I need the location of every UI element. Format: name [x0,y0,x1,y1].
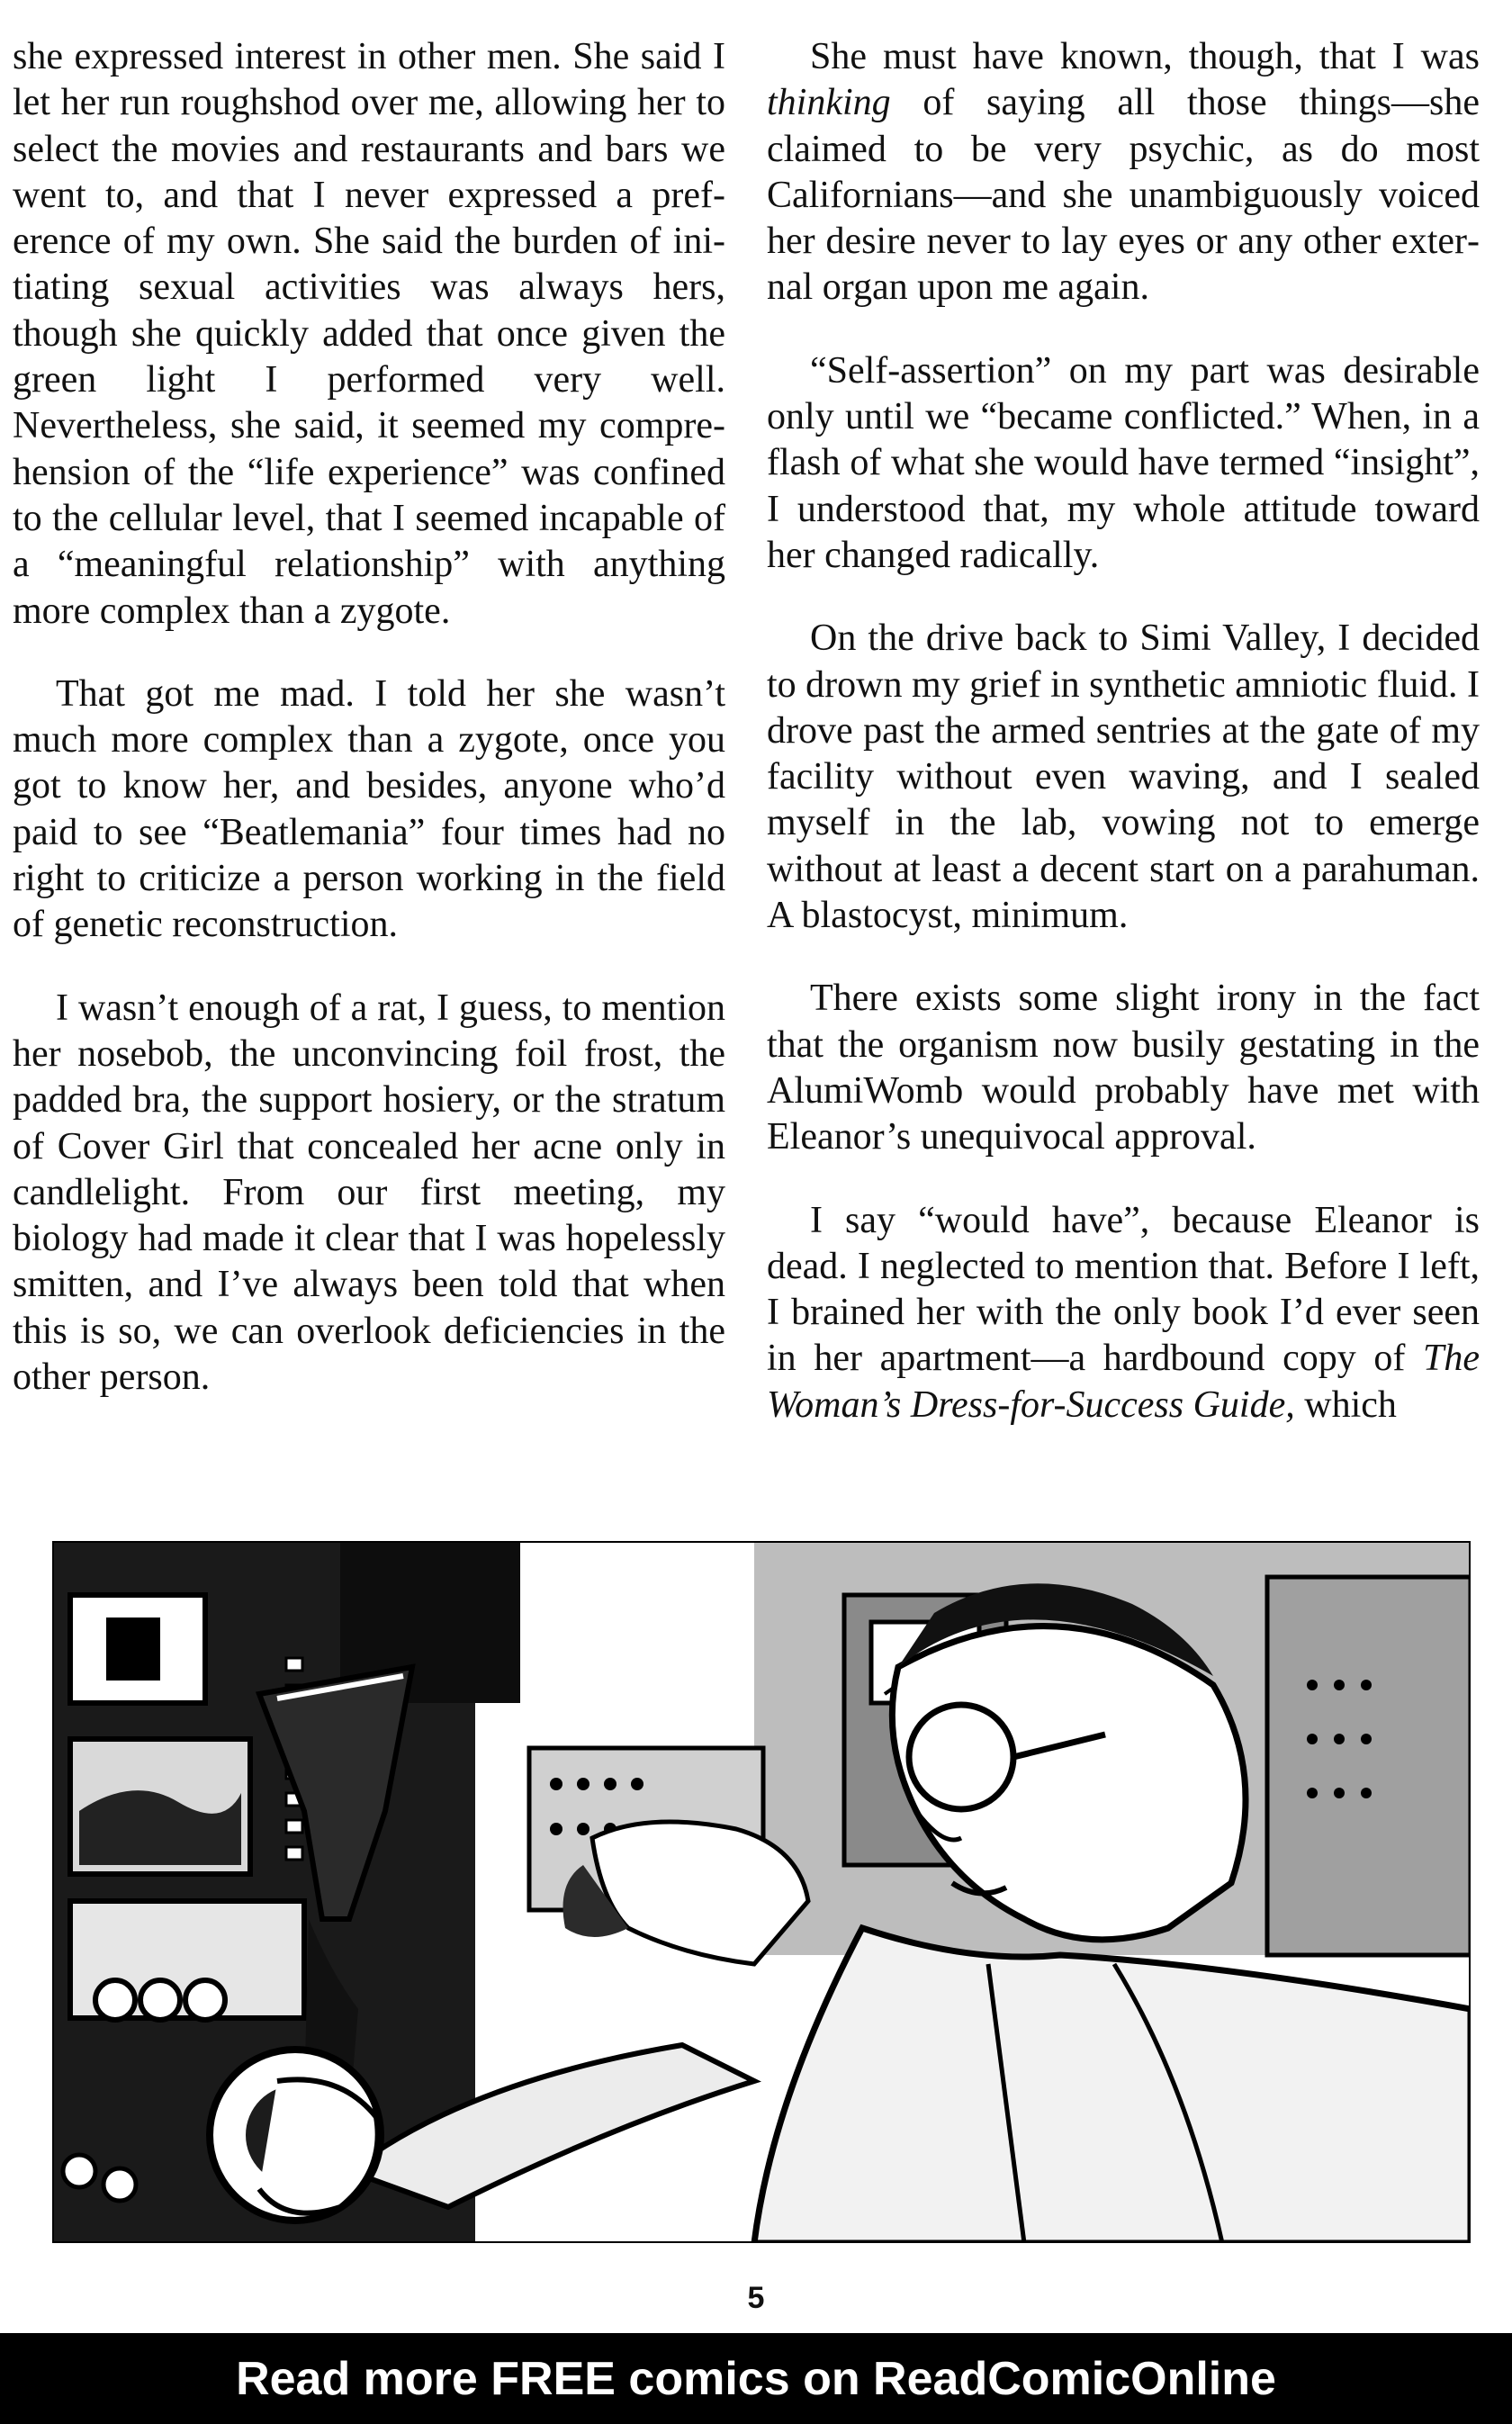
paragraph: She must have known, though, that I was thinking of saying all those things—she claimed to be very psychic, as do most Californians—and she unambiguously voiced her desire never to lay eyes or any other external organ upon me again. [767,36,1480,309]
page-number: 5 [747,2281,765,2315]
paragraph: she expressed interest in other men. She said I let her run roughshod over me, allowing her to select the movies and restaurants and bars we went to, and that I never expressed a preference of my own. She said the burden of initiating sexual activities was always hers, though she quickly added that once given the green light I performed very well. Nevertheless, she said, it seemed my comprehension of the “life experience” was confined to the cellular level, that I seemed incapable of a “meaningful relationship” with anything more complex than a zygote. [13,36,725,632]
paragraph: There exists some slight irony in the fact that the organism now busily gestating in the AlumiWomb would probably have met with Eleanor’s unequivocal approval. [767,978,1480,1158]
footer-banner[interactable] [0,2333,1512,2424]
right-text-column [767,34,1480,1428]
paragraph: That got me mad. I told her she wasn’t much more complex than a zygote, once you got to know her, and besides, anyone who’d paid to see “Beatlemania” four times had no right to criticize a person working in the field of genetic reconstruction. [13,672,725,946]
paragraph: I say “would have”, because Eleanor is dead. I neglected to mention that. Before I left, I brained her with the only book I’d ever seen in her apartment—a hardbound copy of The Woman’s Dress-for-Success Guide, which [767,1199,1480,1426]
lab-scene-icon [52,1541,1471,2243]
footer-banner-text[interactable]: Read more FREE comics on ReadComicOnline [236,2352,1276,2405]
paragraph: “Self-assertion” on my part was desirable only until we “became conflicted.” When, in a flash of what she would have termed “insight”, I understood that, my whole attitude toward her changed radically. [767,349,1480,576]
paragraph: I wasn’t enough of a rat, I guess, to mention her nosebob, the unconvincing foil frost, the padded bra, the support hosiery, or the stratum of Cover Girl that concealed her acne only in candlelight. From our first meeting, my biology had made it clear that I was hopelessly smitten, and I’ve always been told that when this is so, we can overlook deficiencies in the other person. [13,987,725,1399]
paragraph: On the drive back to Simi Valley, I decided to drown my grief in synthetic amniotic fluid. I drove past the armed sentries at the gate of my facility without even waving, and I sealed myself in the lab, vowing not to emerge without at least a decent start on a parahuman. A blastocyst, minimum. [767,617,1480,937]
comic-panel-illustration [52,1541,1471,2243]
left-text-column [13,34,725,1401]
